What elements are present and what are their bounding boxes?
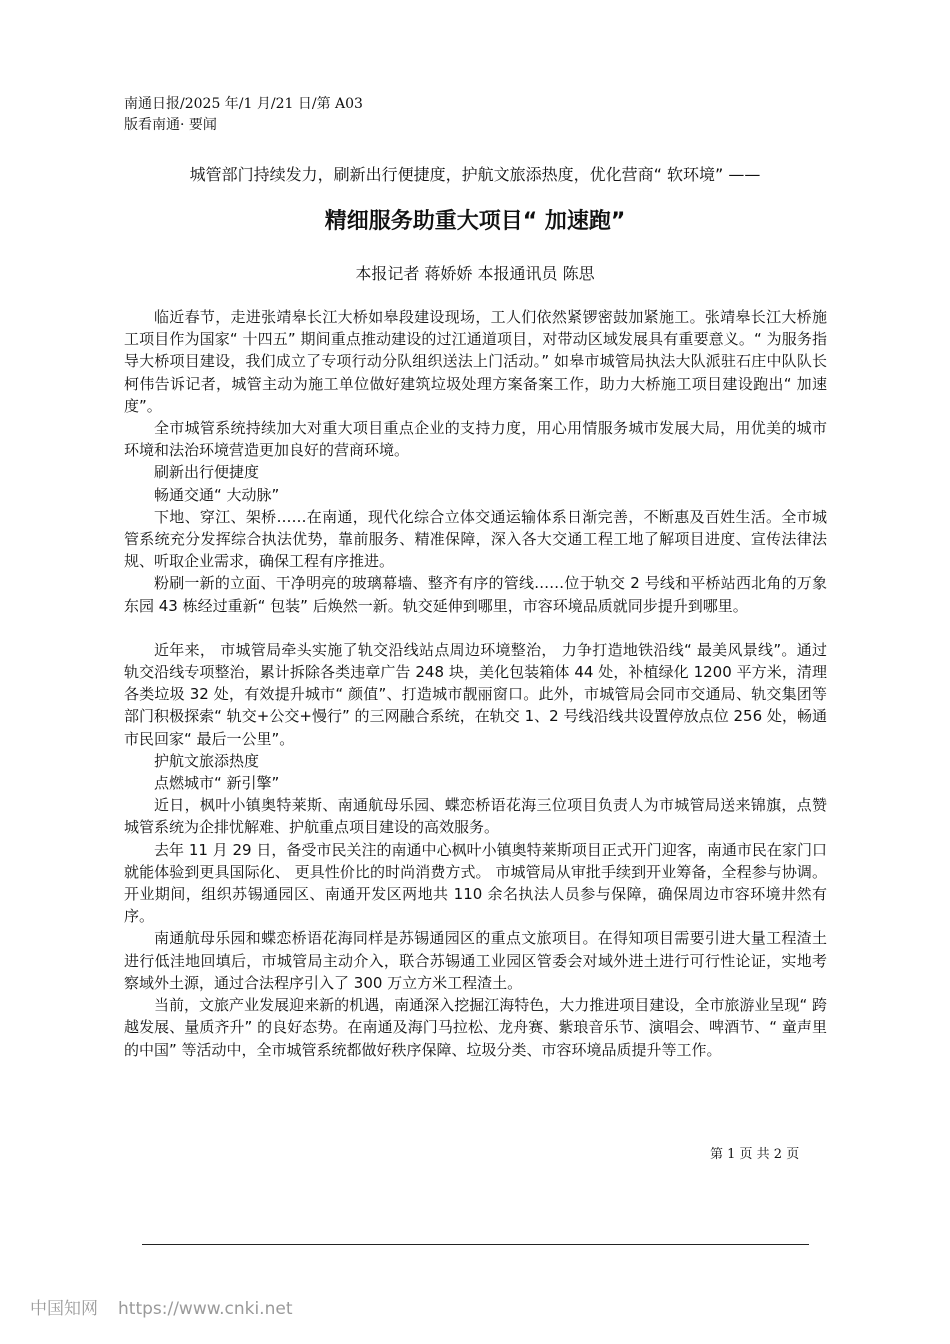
footer-divider — [142, 1244, 809, 1245]
paragraph: 当前，文旅产业发展迎来新的机遇，南通深入挖掘江海特色，大力推进项目建设，全市旅游业呈现“ 跨越发展、量质齐升” 的良好态势。在南通及海门马拉松、龙舟赛、紫琅音乐节、演唱会、啤酒节、“ 童声里的中国” 等活动中，全市城管系统都做好秩序保障、垃圾分类、市容环境品质提升等工作。 — [124, 996, 827, 1059]
paragraph: 粉刷一新的立面、干净明亮的玻璃幕墙、整齐有序的管线……位于轨交 2 号线和平桥站西北角的万象东园 43 栋经过重新“ 包装” 后焕然一新。轨交延伸到哪里，市容环境品质就同步提升到哪里。 — [124, 574, 827, 615]
section-heading: 护航文旅添热度 — [154, 751, 260, 770]
watermark — [30, 1294, 312, 1319]
source-line: 南通日报/2025 年/1 月/21 日/第 A03 — [124, 96, 363, 112]
paragraph: 南通航母乐园和蝶恋桥语花海同样是苏锡通园区的重点文旅项目。在得知项目需要引进大量工程渣土进行低洼地回填后，市城管局主动介入，联合苏锡通工业园区管委会对域外进土进行可行性论证，实地考察域外土源，通过合法程序引入了 300 万立方米工程渣土。 — [124, 929, 827, 992]
paragraph: 近年来， 市城管局牵头实施了轨交沿线站点周边环境整治， 力争打造地铁沿线“ 最美风景线”。通过轨交沿线专项整治，累计拆除各类违章广告 248 块，美化包装箱体 44 处，补植绿化 1200 平方米，清理各类垃圾 32 处，有效提升城市“ 颜值”、打造城市靓丽窗口。此外，市城管局会同市交通局、轨交集团等部门积极探索“ 轨交+公交+慢行” 的三网融合系统，在轨交 1、2 号线沿线共设置停放点位 256 处，畅通市民回家“ 最后一公里”。 — [124, 640, 827, 748]
paragraph: 下地、穿江、架桥……在南通，现代化综合立体交通运输体系日渐完善，不断惠及百姓生活。全市城管系统充分发挥综合执法优势，靠前服务、精准保障，深入各大交通工程工地了解项目进度、宣传法律法规、听取企业需求，确保工程有序推进。 — [124, 507, 827, 571]
watermark-url: https://www.cnki.net — [118, 1299, 293, 1319]
paragraph: 去年 11 月 29 日，备受市民关注的南通中心枫叶小镇奥特莱斯项目正式开门迎客，南通市民在家门口就能体验到更具国际化、 更具性价比的时尚消费方式。 市城管局从审批手续到开业筹备，全程参与协调。开业期间，组织苏锡通园区、南通开发区两地共 110 余名执法人员参与保障，确保周边市容环境井然有序。 — [124, 840, 827, 926]
section-heading: 刷新出行便捷度 — [154, 463, 260, 482]
page-indicator: 第 1 页 共 2 页 — [710, 1147, 800, 1162]
paragraph: 近日，枫叶小镇奥特莱斯、南通航母乐园、蝶恋桥语花海三位项目负责人为市城管局送来锦旗，点赞城管系统为企排忧解难、护航重点项目建设的高效服务。 — [124, 796, 827, 837]
source-meta — [124, 94, 363, 136]
article-byline: 本报记者 蒋娇娇 本报通讯员 陈思 — [355, 264, 595, 283]
paragraph-spacer — [124, 617, 827, 639]
section-line: 版看南通· 要闻 — [124, 117, 217, 133]
paragraph: 临近春节，走进张靖皋长江大桥如皋段建设现场，工人们依然紧锣密鼓加紧施工。张靖皋长江大桥施工项目作为国家“ 十四五” 期间重点推动建设的过江通道项目，对带动区域发展具有重要意义。“ 为服务指导大桥项目建设，我们成立了专项行动分队组织送法上门活动。” 如皋市城管局执法大队派驻石庄中队队长柯伟告诉记者，城管主动为施工单位做好建筑垃圾处理方案备案工作，助力大桥施工项目建设跑出“ 加速度”。 — [124, 308, 827, 415]
article-subtitle: 城管部门持续发力，刷新出行便捷度，护航文旅添热度，优化营商“ 软环境” —— — [189, 165, 761, 184]
section-heading: 畅通交通“ 大动脉” — [154, 485, 280, 504]
article-title: 精细服务助重大项目“ 加速跑” — [324, 209, 626, 234]
watermark-brand: 中国知网 — [30, 1299, 98, 1319]
paragraph: 全市城管系统持续加大对重大项目重点企业的支持力度，用心用情服务城市发展大局，用优美的城市环境和法治环境营造更加良好的营商环境。 — [124, 419, 827, 460]
article-body — [124, 306, 827, 1061]
section-heading: 点燃城市“ 新引擎” — [154, 774, 280, 793]
